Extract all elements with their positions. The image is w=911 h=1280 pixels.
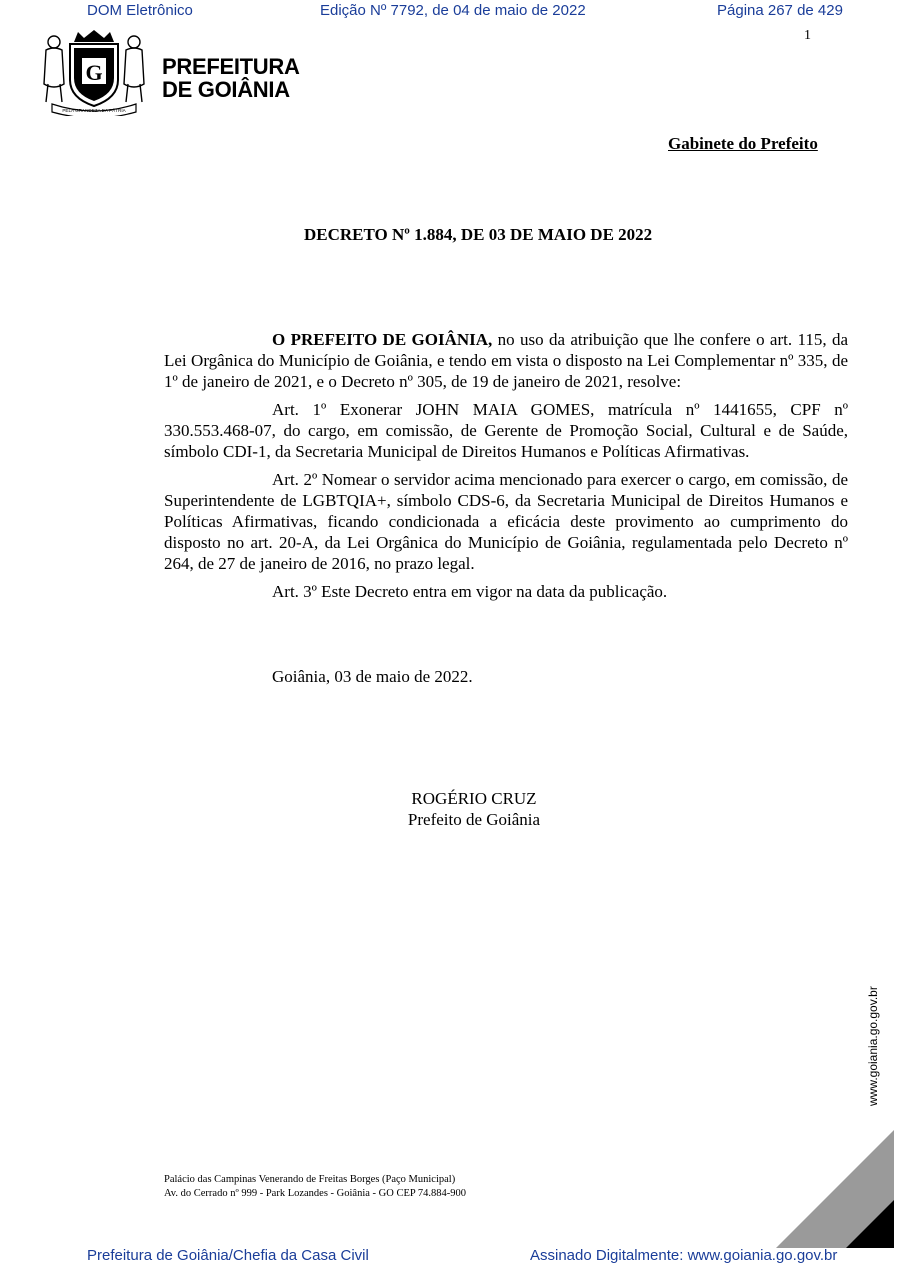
seal-letter: G (85, 60, 103, 85)
page-number: 1 (804, 28, 811, 43)
brand-line-2: DE GOIÂNIA (162, 77, 290, 102)
seal-motto: PELA GRANDEZA DA PÁTRIA (62, 108, 126, 113)
office-heading: Gabinete do Prefeito (668, 134, 818, 153)
article-3: Art. 3º Este Decreto entra em vigor na data da publicação. (272, 582, 668, 601)
brand-wordmark (162, 55, 300, 101)
header-edition: Edição Nº 7792, de 04 de maio de 2022 (320, 2, 586, 19)
preamble-text: no uso da atribuição que lhe confere o art. 115, da Lei Orgânica do Município de Goiânia, e tendo em vista o disposto na Lei Complementar nº 335, de 1º de janeiro de 2021, e o Decreto nº 305, de 19 de janeiro de 2021, resolve: (164, 330, 848, 391)
signatory-name: ROGÉRIO CRUZ (411, 789, 537, 808)
preamble-bold: O PREFEITO DE GOIÂNIA, (272, 330, 493, 349)
corner-triangle-decoration (776, 1130, 894, 1248)
header-source: DOM Eletrônico (87, 2, 193, 19)
header-page: Página 267 de 429 (717, 2, 843, 19)
footer-right: Assinado Digitalmente: www.goiania.go.gov.br (530, 1247, 838, 1264)
address-line-1: Palácio das Campinas Venerando de Freitas Borges (Paço Municipal) (164, 1174, 456, 1185)
address-block (164, 1173, 466, 1201)
article-1: Art. 1º Exonerar JOHN MAIA GOMES, matrícula nº 1441655, CPF nº 330.553.468-07, do cargo, em comissão, de Gerente de Promoção Social, Cultural e de Saúde, símbolo CDI-1, da Secretaria Municipal de Direitos Humanos e Políticas Afirmativas. (164, 400, 848, 461)
signature-block (380, 788, 568, 830)
preamble-paragraph (164, 329, 848, 392)
place-date: Goiânia, 03 de maio de 2022. (272, 667, 473, 686)
vertical-website: www.goiania.go.gov.br (866, 986, 880, 1106)
city-seal-logo (38, 28, 150, 116)
address-line-2: Av. do Cerrado nº 999 - Park Lozandes - Goiânia - GO CEP 74.884-900 (164, 1188, 467, 1199)
signatory-role: Prefeito de Goiânia (407, 810, 541, 829)
decree-body (164, 329, 848, 609)
brand-line-1: PREFEITURA (162, 54, 300, 79)
decree-title: DECRETO Nº 1.884, DE 03 DE MAIO DE 2022 (304, 225, 653, 244)
footer-left: Prefeitura de Goiânia/Chefia da Casa Civil (87, 1247, 369, 1264)
article-2: Art. 2º Nomear o servidor acima mencionado para exercer o cargo, em comissão, de Superintendente de LGBTQIA+, símbolo CDS-6, da Secretaria Municipal de Direitos Humanos e Políticas Afirmativas, ficando condicionada a eficácia deste provimento ao cumprimento do disposto no art. 20-A, da Lei Orgânica do Município de Goiânia, regulamentada pelo Decreto nº 264, de 27 de janeiro de 2016, no prazo legal. (164, 470, 848, 573)
